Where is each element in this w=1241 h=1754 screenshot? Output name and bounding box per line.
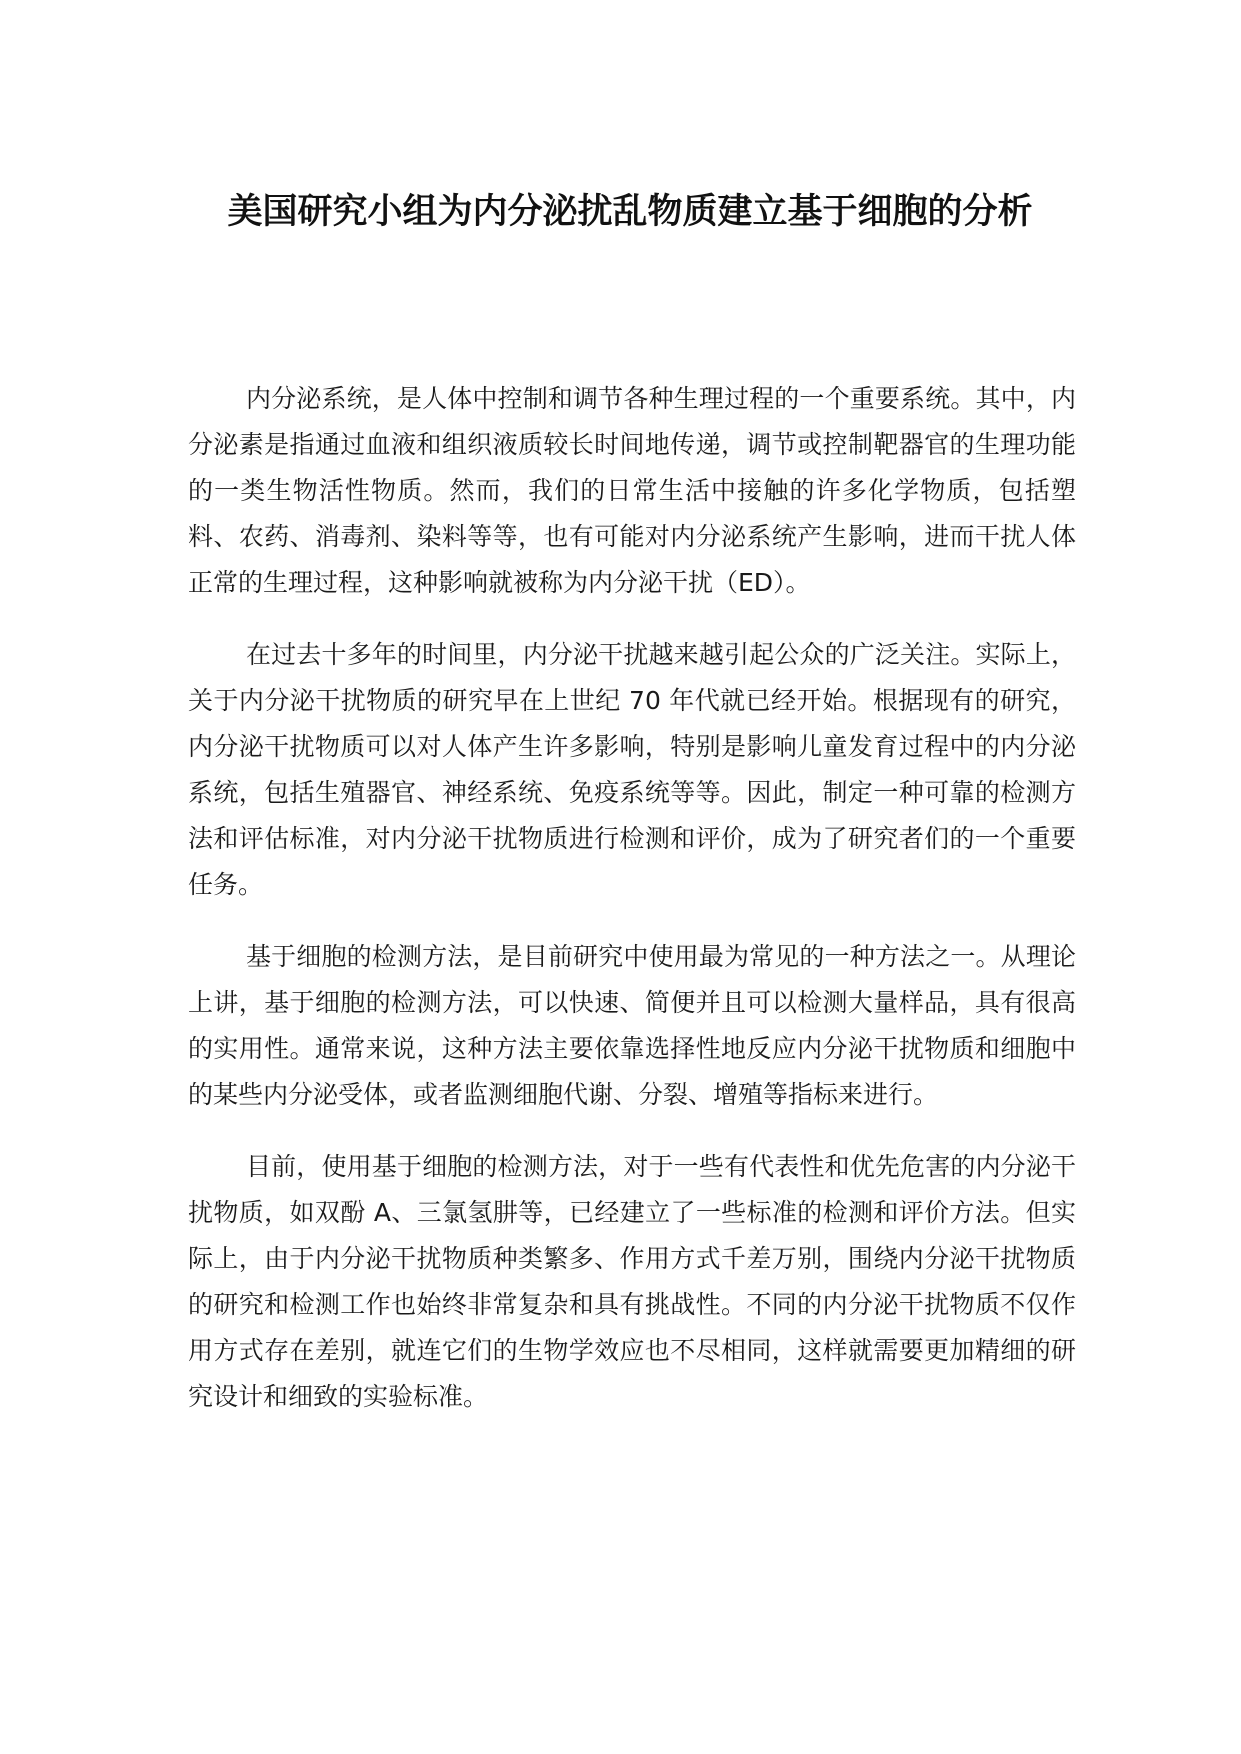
- paragraph-1: 内分泌系统，是人体中控制和调节各种生理过程的一个重要系统。其中，内分泌素是指通过血液和组织液质较长时间地传递，调节或控制靶器官的生理功能的一类生物活性物质。然而，我们的日常生活中接触的许多化学物质，包括塑料、农药、消毒剂、染料等等，也有可能对内分泌系统产生影响，进而干扰人体正常的生理过程，这种影响就被称为内分泌干扰（ED）。: [188, 384, 1076, 597]
- document-title: 美国研究小组为内分泌扰乱物质建立基于细胞的分析: [227, 192, 1033, 232]
- document-body: [188, 376, 1076, 1420]
- paragraph-4: 目前，使用基于细胞的检测方法，对于一些有代表性和优先危害的内分泌干扰物质，如双酚 A、三氯氢肼等，已经建立了一些标准的检测和评价方法。但实际上，由于内分泌干扰物质种类繁多、作用方式千差万别，围绕内分泌干扰物质的研究和检测工作也始终非常复杂和具有挑战性。不同的内分泌干扰物质不仅作用方式存在差别，就连它们的生物学效应也不尽相同，这样就需要更加精细的研究设计和细致的实验标准。: [188, 1152, 1076, 1411]
- paragraph-3: 基于细胞的检测方法，是目前研究中使用最为常见的一种方法之一。从理论上讲，基于细胞的检测方法，可以快速、简便并且可以检测大量样品，具有很高的实用性。通常来说，这种方法主要依靠选择性地反应内分泌干扰物质和细胞中的某些内分泌受体，或者监测细胞代谢、分裂、增殖等指标来进行。: [188, 942, 1076, 1109]
- paragraph-2: 在过去十多年的时间里，内分泌干扰越来越引起公众的广泛关注。实际上，关于内分泌干扰物质的研究早在上世纪 70 年代就已经开始。根据现有的研究，内分泌干扰物质可以对人体产生许多影响，特别是影响儿童发育过程中的内分泌系统，包括生殖器官、神经系统、免疫系统等等。因此，制定一种可靠的检测方法和评估标准，对内分泌干扰物质进行检测和评价，成为了研究者们的一个重要任务。: [188, 640, 1076, 899]
